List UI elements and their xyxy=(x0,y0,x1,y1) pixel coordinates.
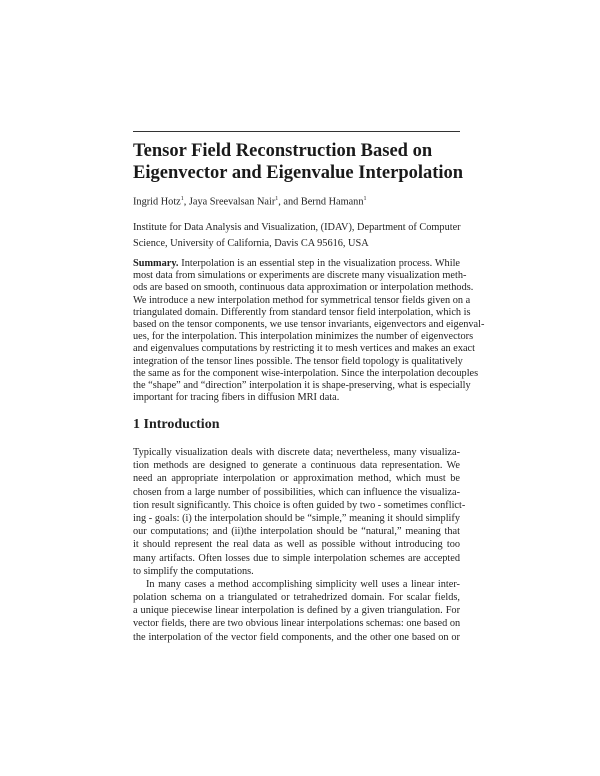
paragraph-line: tion methods are designed to generate a continuous data representation. We xyxy=(133,460,460,472)
author-name: Ingrid Hotz xyxy=(133,196,181,208)
paragraph-line: it should represent the real data as well as possible without introducing too xyxy=(133,539,460,551)
summary-line: the same as for the component wise-interpolation. Since the interpolation decouples xyxy=(133,367,479,379)
paragraph-line: vector fields, there are two obvious linear interpolations schemas: one based on xyxy=(133,618,461,630)
author-affil-mark: 1 xyxy=(363,196,367,202)
paragraph-line: Typically visualization deals with discrete data; nevertheless, many visualiza- xyxy=(133,447,460,458)
author-affil-mark: 1 xyxy=(180,196,184,202)
summary-line: important for tracing fibers in diffusion MRI data. xyxy=(133,392,340,404)
paragraph-line: chosen from a large number of possibilities, which can influence the visualiza- xyxy=(133,486,460,498)
author-name: and Bernd Hamann xyxy=(283,196,364,208)
title-line: Eigenvector and Eigenvalue Interpolation xyxy=(133,163,464,183)
paragraph-line: need an appropriate interpolation or approximation method, which must be xyxy=(133,473,460,485)
paragraph-line: to simplify the computations. xyxy=(133,565,254,577)
section-heading: 1 Introduction xyxy=(133,417,220,432)
summary-label: Summary. xyxy=(133,258,179,269)
summary-line: based on the tensor components, we use tensor invariants, eigenvectors and eigenval- xyxy=(133,318,485,330)
title-line: Tensor Field Reconstruction Based on xyxy=(133,141,433,161)
paragraph-line: our computations; and (ii)the interpolation should be “natural,” meaning that xyxy=(133,526,460,538)
paper-title xyxy=(133,140,473,184)
introduction-body xyxy=(133,446,466,644)
paragraph-line: polation schema on a triangulated or tetrahedrized domain. For scalar fields, xyxy=(133,592,460,604)
author-affil-mark: 1 xyxy=(275,196,279,202)
summary-line: and eigenvalues computations by restricting it to mesh vertices and makes an exact xyxy=(133,343,475,355)
paragraph-line: many artifacts. Often losses due to simple interpolation schemes are accepted xyxy=(133,552,460,564)
affiliation-line: Science, University of California, Davis CA 95616, USA xyxy=(133,237,369,249)
summary-line: ods are based on smooth, continuous data approximation or interpolation methods. xyxy=(133,282,474,294)
title-rule xyxy=(133,131,460,132)
paragraph-line: the interpolation of the vector field components, and the other one based on or xyxy=(133,631,460,643)
summary-line: ues, for the interpolation. This interpolation minimizes the number of eigenvectors xyxy=(133,331,474,343)
authors: Ingrid Hotz$^1$, Jaya Sreevalsan Nair$^1$, and Bernd Hamann$^1$ xyxy=(133,196,367,208)
paragraph-line: a unique piecewise linear interpolation is defined by a given triangulation. For xyxy=(133,605,460,617)
author-name: Jaya Sreevalsan Nair xyxy=(188,196,276,208)
summary-line xyxy=(133,258,460,270)
summary-line: integration of the tensor lines possible. The tensor field topology is qualitatively xyxy=(133,355,463,367)
affiliation-line: Institute for Data Analysis and Visualization, (IDAV), Department of Computer xyxy=(133,222,461,233)
affiliation xyxy=(133,220,460,251)
paragraph-line: In many cases a method accomplishing simplicity well uses a linear inter- xyxy=(146,578,460,590)
summary xyxy=(133,258,485,404)
paragraph-line: tion result significantly. This choice is often guided by two - sometimes conflict- xyxy=(133,499,466,511)
summary-line: most data from simulations or experiments are discrete many visualization meth- xyxy=(133,270,467,282)
paragraph-line: ing - goals: (i) the interpolation should be “simple,” meaning it should simplify xyxy=(133,512,460,524)
summary-line: We introduce a new interpolation method for symmetrical tensor fields given on a xyxy=(133,294,471,306)
summary-line: triangulated domain. Differently from standard tensor field interpolation, which is xyxy=(133,306,471,318)
summary-text: Interpolation is an essential step in the visualization process. While xyxy=(178,258,460,269)
summary-line: the “shape” and “direction” interpolation it is shape-preserving, what is especially xyxy=(133,379,471,391)
